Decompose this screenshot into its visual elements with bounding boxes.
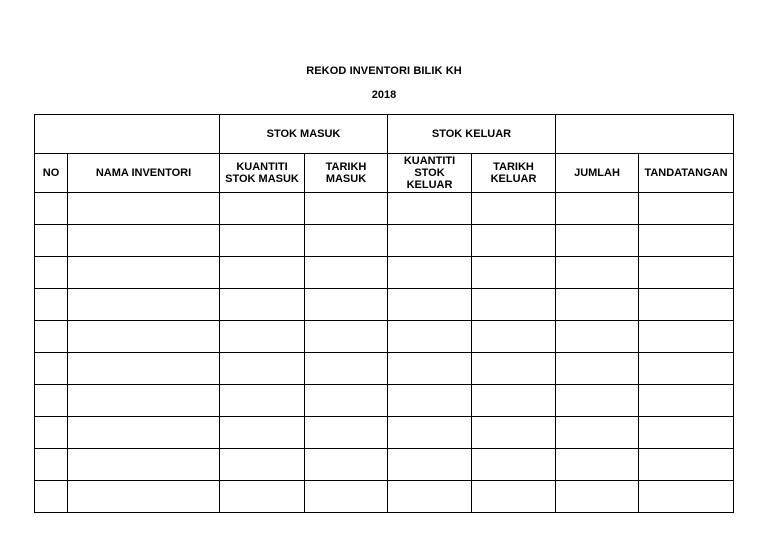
cell-kuantiti-stok-keluar (388, 385, 472, 417)
cell-jumlah (556, 417, 639, 449)
cell-kuantiti-stok-keluar (388, 353, 472, 385)
table-row (35, 449, 734, 481)
table-row (35, 481, 734, 513)
group-header-blank-left (35, 115, 220, 154)
cell-kuantiti-stok-keluar (388, 449, 472, 481)
cell-kuantiti-stok-keluar (388, 225, 472, 257)
cell-no (35, 449, 68, 481)
cell-kuantiti-stok-keluar (388, 289, 472, 321)
cell-tarikh-masuk (305, 321, 388, 353)
column-header-tarikh-keluar: TARIKH KELUAR (472, 154, 556, 193)
cell-no (35, 321, 68, 353)
group-header-stok-keluar: STOK KELUAR (388, 115, 556, 154)
cell-tandatangan (639, 353, 734, 385)
cell-kuantiti-stok-masuk (220, 257, 305, 289)
cell-tandatangan (639, 449, 734, 481)
cell-tarikh-masuk (305, 385, 388, 417)
cell-tarikh-keluar (472, 225, 556, 257)
table-row (35, 225, 734, 257)
cell-tandatangan (639, 321, 734, 353)
table-row (35, 353, 734, 385)
cell-tarikh-masuk (305, 353, 388, 385)
column-header-tandatangan: TANDATANGAN (639, 154, 734, 193)
cell-jumlah (556, 449, 639, 481)
column-header-tarikh-masuk: TARIKH MASUK (305, 154, 388, 193)
cell-kuantiti-stok-keluar (388, 257, 472, 289)
cell-nama-inventori (68, 225, 220, 257)
cell-nama-inventori (68, 321, 220, 353)
cell-tarikh-keluar (472, 449, 556, 481)
cell-kuantiti-stok-keluar (388, 193, 472, 225)
cell-tarikh-masuk (305, 481, 388, 513)
cell-no (35, 481, 68, 513)
column-header-kuantiti-stok-masuk: KUANTITI STOK MASUK (220, 154, 305, 193)
cell-tarikh-keluar (472, 321, 556, 353)
cell-kuantiti-stok-keluar (388, 417, 472, 449)
cell-jumlah (556, 385, 639, 417)
cell-no (35, 193, 68, 225)
cell-tarikh-keluar (472, 481, 556, 513)
document-title: REKOD INVENTORI BILIK KH (306, 65, 462, 77)
column-header-jumlah: JUMLAH (556, 154, 639, 193)
cell-tarikh-masuk (305, 225, 388, 257)
cell-tarikh-masuk (305, 193, 388, 225)
cell-kuantiti-stok-masuk (220, 481, 305, 513)
cell-no (35, 353, 68, 385)
document-year: 2018 (371, 89, 397, 101)
table-row (35, 257, 734, 289)
cell-nama-inventori (68, 193, 220, 225)
group-header-blank-right (556, 115, 734, 154)
cell-no (35, 385, 68, 417)
column-header-nama-inventori: NAMA INVENTORI (68, 154, 220, 193)
cell-nama-inventori (68, 257, 220, 289)
cell-nama-inventori (68, 353, 220, 385)
cell-kuantiti-stok-masuk (220, 289, 305, 321)
cell-tandatangan (639, 193, 734, 225)
cell-kuantiti-stok-masuk (220, 225, 305, 257)
column-header-no: NO (35, 154, 68, 193)
table-row (35, 417, 734, 449)
cell-tandatangan (639, 225, 734, 257)
cell-tandatangan (639, 417, 734, 449)
column-header-row (35, 154, 734, 193)
cell-tandatangan (639, 385, 734, 417)
column-header-kuantiti-stok-keluar: KUANTITI STOK KELUAR (388, 154, 472, 193)
cell-tarikh-keluar (472, 353, 556, 385)
cell-kuantiti-stok-keluar (388, 481, 472, 513)
cell-kuantiti-stok-masuk (220, 449, 305, 481)
cell-kuantiti-stok-masuk (220, 193, 305, 225)
cell-tandatangan (639, 257, 734, 289)
cell-kuantiti-stok-masuk (220, 385, 305, 417)
cell-no (35, 417, 68, 449)
cell-nama-inventori (68, 385, 220, 417)
cell-jumlah (556, 481, 639, 513)
cell-nama-inventori (68, 481, 220, 513)
cell-nama-inventori (68, 449, 220, 481)
inventory-table-body (35, 115, 734, 513)
cell-jumlah (556, 289, 639, 321)
cell-no (35, 225, 68, 257)
cell-tarikh-keluar (472, 257, 556, 289)
cell-tarikh-masuk (305, 257, 388, 289)
inventory-table (34, 114, 734, 513)
cell-no (35, 257, 68, 289)
cell-nama-inventori (68, 289, 220, 321)
group-header-stok-masuk: STOK MASUK (220, 115, 388, 154)
table-row (35, 193, 734, 225)
cell-tarikh-keluar (472, 417, 556, 449)
cell-kuantiti-stok-masuk (220, 353, 305, 385)
cell-kuantiti-stok-keluar (388, 321, 472, 353)
cell-tandatangan (639, 289, 734, 321)
cell-jumlah (556, 193, 639, 225)
table-row (35, 289, 734, 321)
cell-tarikh-keluar (472, 193, 556, 225)
cell-nama-inventori (68, 417, 220, 449)
cell-tarikh-masuk (305, 449, 388, 481)
cell-jumlah (556, 353, 639, 385)
cell-jumlah (556, 257, 639, 289)
cell-tarikh-keluar (472, 385, 556, 417)
cell-tarikh-masuk (305, 417, 388, 449)
cell-kuantiti-stok-masuk (220, 321, 305, 353)
cell-tarikh-keluar (472, 289, 556, 321)
table-row (35, 321, 734, 353)
cell-tandatangan (639, 481, 734, 513)
group-header-row (35, 115, 734, 154)
cell-jumlah (556, 225, 639, 257)
cell-tarikh-masuk (305, 289, 388, 321)
cell-kuantiti-stok-masuk (220, 417, 305, 449)
cell-jumlah (556, 321, 639, 353)
cell-no (35, 289, 68, 321)
table-row (35, 385, 734, 417)
